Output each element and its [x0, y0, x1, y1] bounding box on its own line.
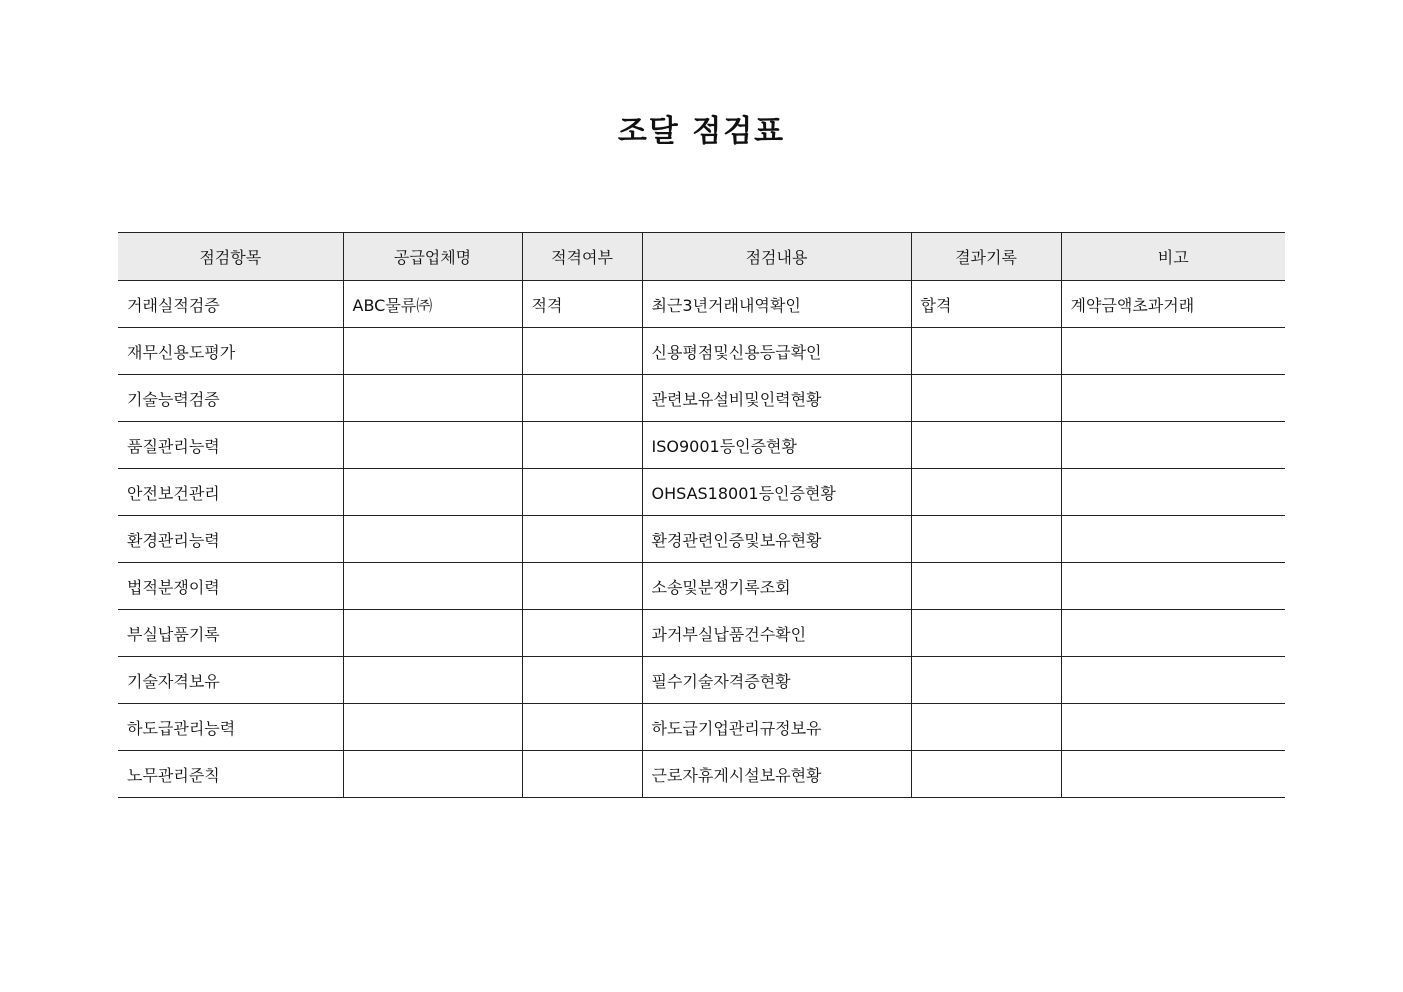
cell-supplier-name [343, 516, 522, 563]
cell-result-record [911, 563, 1061, 610]
cell-supplier-name [343, 610, 522, 657]
cell-result-record [911, 469, 1061, 516]
cell-remarks [1061, 704, 1285, 751]
cell-check-item: 안전보건관리 [118, 469, 343, 516]
cell-supplier-name [343, 704, 522, 751]
table-row [118, 422, 1285, 469]
cell-remarks [1061, 422, 1285, 469]
cell-eligibility [522, 657, 642, 704]
table-row [118, 704, 1285, 751]
cell-check-content: 필수기술자격증현황 [642, 657, 911, 704]
cell-result-record: 합격 [911, 281, 1061, 328]
document-title: 조달 점검표 [617, 114, 786, 149]
cell-check-item: 기술자격보유 [118, 657, 343, 704]
cell-eligibility [522, 422, 642, 469]
cell-supplier-name [343, 328, 522, 375]
table-row [118, 563, 1285, 610]
cell-result-record [911, 657, 1061, 704]
table-row [118, 375, 1285, 422]
table-header-row [118, 233, 1285, 281]
table-row [118, 281, 1285, 328]
cell-eligibility [522, 751, 642, 798]
cell-result-record [911, 422, 1061, 469]
cell-eligibility [522, 516, 642, 563]
cell-eligibility [522, 704, 642, 751]
cell-check-content: ISO9001등인증현황 [642, 422, 911, 469]
cell-check-content: 신용평점및신용등급확인 [642, 328, 911, 375]
cell-remarks: 계약금액초과거래 [1061, 281, 1285, 328]
cell-supplier-name [343, 469, 522, 516]
cell-eligibility [522, 375, 642, 422]
cell-check-item: 재무신용도평가 [118, 328, 343, 375]
table-row [118, 751, 1285, 798]
cell-remarks [1061, 516, 1285, 563]
header-result-record: 결과기록 [911, 233, 1061, 281]
header-check-content: 점검내용 [642, 233, 911, 281]
cell-remarks [1061, 657, 1285, 704]
cell-check-item: 환경관리능력 [118, 516, 343, 563]
table-row [118, 657, 1285, 704]
cell-supplier-name [343, 375, 522, 422]
procurement-checklist-table [118, 232, 1285, 798]
cell-check-item: 부실납품기록 [118, 610, 343, 657]
cell-check-content: 과거부실납품건수확인 [642, 610, 911, 657]
cell-remarks [1061, 751, 1285, 798]
table-row [118, 610, 1285, 657]
cell-result-record [911, 610, 1061, 657]
cell-result-record [911, 751, 1061, 798]
cell-check-content: 소송및분쟁기록조회 [642, 563, 911, 610]
cell-eligibility [522, 563, 642, 610]
cell-check-content: 하도급기업관리규정보유 [642, 704, 911, 751]
table-row [118, 469, 1285, 516]
cell-eligibility [522, 328, 642, 375]
cell-check-item: 거래실적검증 [118, 281, 343, 328]
cell-remarks [1061, 328, 1285, 375]
cell-check-content: 관련보유설비및인력현황 [642, 375, 911, 422]
cell-check-item: 품질관리능력 [118, 422, 343, 469]
cell-check-item: 기술능력검증 [118, 375, 343, 422]
cell-eligibility: 적격 [522, 281, 642, 328]
header-supplier-name: 공급업체명 [343, 233, 522, 281]
cell-result-record [911, 375, 1061, 422]
cell-check-item: 하도급관리능력 [118, 704, 343, 751]
cell-supplier-name: ABC물류㈜ [343, 281, 522, 328]
cell-supplier-name [343, 657, 522, 704]
cell-supplier-name [343, 563, 522, 610]
header-eligibility: 적격여부 [522, 233, 642, 281]
cell-check-content: OHSAS18001등인증현황 [642, 469, 911, 516]
table-row [118, 516, 1285, 563]
cell-result-record [911, 516, 1061, 563]
cell-eligibility [522, 610, 642, 657]
cell-check-item: 노무관리준칙 [118, 751, 343, 798]
header-remarks: 비고 [1061, 233, 1285, 281]
header-check-item: 점검항목 [118, 233, 343, 281]
table-row [118, 328, 1285, 375]
cell-supplier-name [343, 422, 522, 469]
cell-remarks [1061, 610, 1285, 657]
cell-check-content: 근로자휴게시설보유현황 [642, 751, 911, 798]
cell-eligibility [522, 469, 642, 516]
cell-remarks [1061, 469, 1285, 516]
cell-check-content: 최근3년거래내역확인 [642, 281, 911, 328]
cell-remarks [1061, 563, 1285, 610]
cell-result-record [911, 704, 1061, 751]
cell-result-record [911, 328, 1061, 375]
cell-remarks [1061, 375, 1285, 422]
cell-check-content: 환경관련인증및보유현황 [642, 516, 911, 563]
cell-check-item: 법적분쟁이력 [118, 563, 343, 610]
cell-supplier-name [343, 751, 522, 798]
